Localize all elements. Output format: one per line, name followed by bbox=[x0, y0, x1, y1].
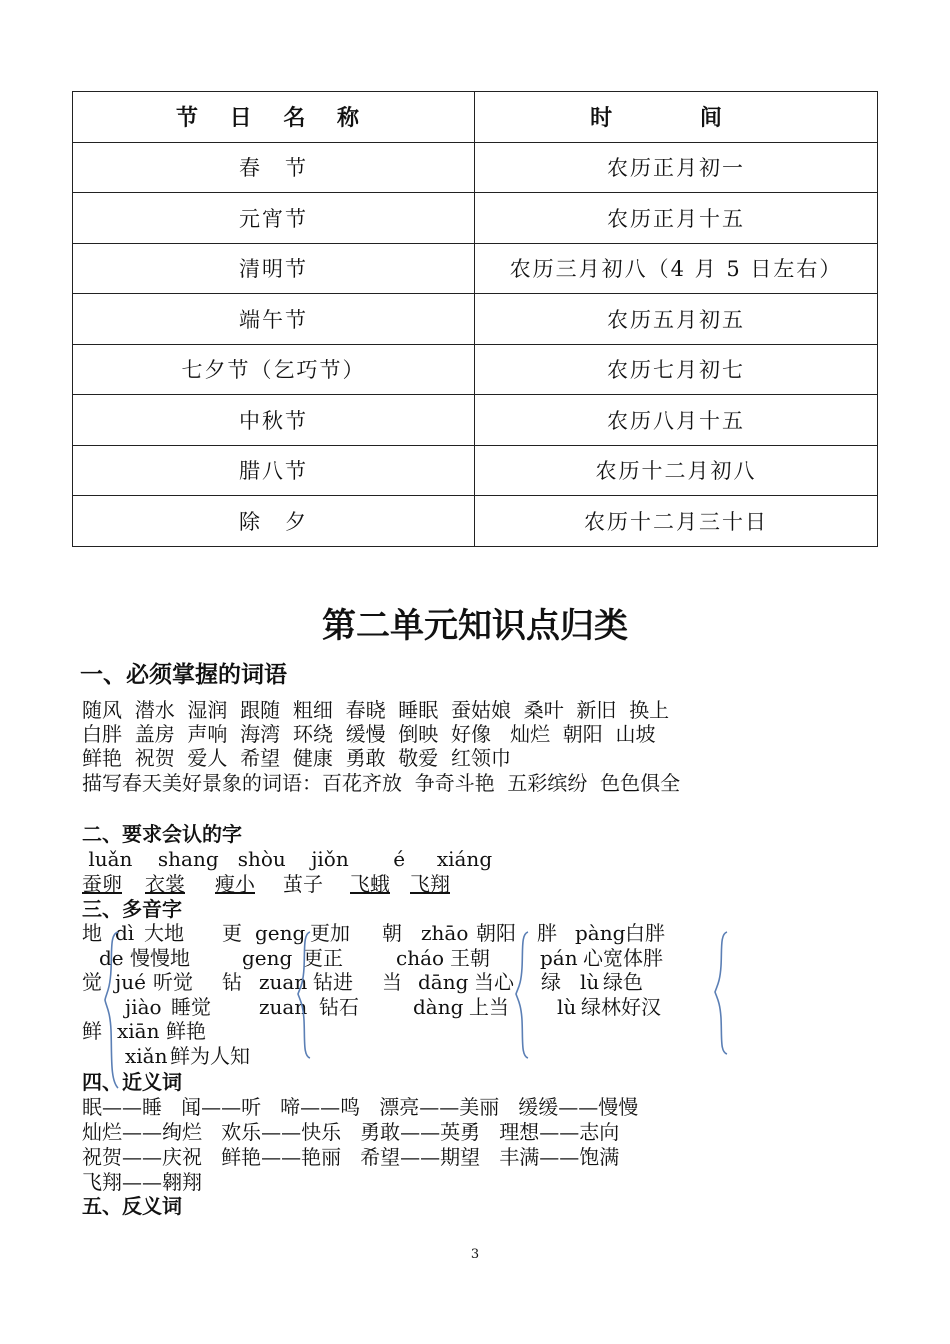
char: 更 bbox=[222, 921, 242, 945]
unit-title: 第二单元知识点归类 bbox=[322, 606, 628, 646]
festival-date: 农历十二月初八 bbox=[475, 445, 878, 496]
word: 钻石 bbox=[319, 995, 359, 1019]
word bbox=[350, 872, 390, 896]
char: 胖 bbox=[537, 921, 557, 945]
pinyin: pàng bbox=[575, 921, 626, 945]
festival-name: 元宵节 bbox=[73, 193, 475, 244]
festival-name: 清明节 bbox=[73, 243, 475, 294]
pinyin: jiào bbox=[125, 995, 162, 1019]
festival-date: 农历五月初五 bbox=[475, 294, 878, 345]
pinyin: lù bbox=[557, 995, 577, 1019]
pinyin: pán bbox=[540, 946, 578, 970]
char: 钻 bbox=[222, 970, 242, 994]
word-text: 飞蛾 bbox=[350, 872, 390, 896]
char: 地 bbox=[82, 921, 102, 945]
vocab-line: 白胖 盖房 声响 海湾 环绕 缓慢 倒映 好像 灿烂 朝阳 山坡 bbox=[82, 722, 656, 746]
festival-name: 端午节 bbox=[73, 294, 475, 345]
word bbox=[410, 872, 450, 896]
pinyin: lù bbox=[580, 970, 600, 994]
festival-date: 农历七月初七 bbox=[475, 344, 878, 395]
table-row bbox=[73, 496, 878, 547]
section-heading-recognize: 二、要求会认的字 bbox=[82, 822, 242, 846]
synonym-line: 飞翔——翱翔 bbox=[82, 1170, 202, 1194]
word-text: 飞翔 bbox=[410, 872, 450, 896]
pinyin-line: luǎn shang shòu jiǒn é xiáng bbox=[82, 847, 493, 871]
word: 绿林好汉 bbox=[581, 995, 661, 1019]
table-header-row bbox=[73, 92, 878, 143]
pinyin: dàng bbox=[413, 995, 464, 1019]
char: 鲜 bbox=[82, 1019, 102, 1043]
char: 当 bbox=[382, 970, 402, 994]
word: 听觉 bbox=[153, 970, 193, 994]
table-row bbox=[73, 294, 878, 345]
vocab-line: 随风 潜水 湿润 跟随 粗细 春晓 睡眠 蚕姑娘 桑叶 新旧 换上 bbox=[82, 698, 670, 722]
pinyin: jué bbox=[115, 970, 146, 994]
festival-name: 七夕节（乞巧节） bbox=[73, 344, 475, 395]
word: 更加 bbox=[310, 921, 350, 945]
section-heading-antonyms: 五、反义词 bbox=[82, 1194, 182, 1218]
table-row bbox=[73, 344, 878, 395]
table-row bbox=[73, 243, 878, 294]
section-heading-vocabulary: 一、必须掌握的词语 bbox=[80, 662, 287, 688]
festival-name: 中秋节 bbox=[73, 395, 475, 446]
festival-name: 腊八节 bbox=[73, 445, 475, 496]
festival-table bbox=[72, 91, 878, 547]
char: 绿 bbox=[541, 970, 561, 994]
word bbox=[215, 872, 255, 896]
table-row bbox=[73, 395, 878, 446]
word bbox=[145, 872, 185, 896]
pinyin: zhāo bbox=[421, 921, 469, 945]
word: 心宽体胖 bbox=[583, 946, 663, 970]
word: 绿色 bbox=[603, 970, 643, 994]
word-text: 蚕卵 bbox=[82, 872, 122, 896]
header-time: 时 间 bbox=[475, 92, 878, 143]
vocab-line: 描写春天美好景象的词语：百花齐放 争奇斗艳 五彩缤纷 色色俱全 bbox=[82, 771, 681, 795]
word: 上当 bbox=[469, 995, 509, 1019]
table-row bbox=[73, 193, 878, 244]
word: 慢慢地 bbox=[130, 946, 190, 970]
word bbox=[82, 872, 122, 896]
brace-icon bbox=[295, 930, 315, 1060]
festival-date: 农历三月初八（4 月 5 日左右） bbox=[475, 243, 878, 294]
festival-date: 农历正月初一 bbox=[475, 142, 878, 193]
word: 鲜艳 bbox=[166, 1019, 206, 1043]
table-row bbox=[73, 142, 878, 193]
word: 白胖 bbox=[625, 921, 665, 945]
word: 更正 bbox=[303, 946, 343, 970]
char: 朝 bbox=[382, 921, 402, 945]
header-festival-name: 节 日 名 称 bbox=[73, 92, 475, 143]
synonym-line: 灿烂——绚烂 欢乐——快乐 勇敢——英勇 理想——志向 bbox=[82, 1120, 620, 1144]
synonym-line: 眠——睡 闻——听 啼——鸣 漂亮——美丽 缓缓——慢慢 bbox=[82, 1095, 639, 1119]
festival-date: 农历八月十五 bbox=[475, 395, 878, 446]
word-text: 茧子 bbox=[283, 872, 323, 896]
char: 觉 bbox=[82, 970, 102, 994]
brace-icon bbox=[712, 930, 732, 1056]
section-heading-polyphonic: 三、多音字 bbox=[82, 897, 182, 921]
festival-name: 春 节 bbox=[73, 142, 475, 193]
brace-icon bbox=[102, 930, 122, 1090]
section-heading-synonyms: 四、近义词 bbox=[82, 1070, 182, 1094]
word: 王朝 bbox=[450, 946, 490, 970]
word: 当心 bbox=[474, 970, 514, 994]
word: 大地 bbox=[144, 921, 184, 945]
pinyin: cháo bbox=[396, 946, 445, 970]
word: 睡觉 bbox=[171, 995, 211, 1019]
brace-icon bbox=[513, 930, 533, 1060]
festival-date: 农历正月十五 bbox=[475, 193, 878, 244]
word: 朝阳 bbox=[476, 921, 516, 945]
word bbox=[283, 872, 323, 896]
word: 鲜为人知 bbox=[170, 1044, 250, 1068]
pinyin: zuan bbox=[259, 970, 308, 994]
pinyin: dì bbox=[115, 921, 135, 945]
pinyin: zuan bbox=[259, 995, 308, 1019]
pinyin: dāng bbox=[418, 970, 469, 994]
pinyin: xiān bbox=[117, 1019, 160, 1043]
word-text: 衣裳 bbox=[145, 872, 185, 896]
synonym-line: 祝贺——庆祝 鲜艳——艳丽 希望——期望 丰满——饱满 bbox=[82, 1145, 620, 1169]
table-row bbox=[73, 445, 878, 496]
festival-name: 除 夕 bbox=[73, 496, 475, 547]
pinyin: geng bbox=[255, 921, 306, 945]
word: 钻进 bbox=[313, 970, 353, 994]
word-text: 瘦小 bbox=[215, 872, 255, 896]
pinyin: de bbox=[99, 946, 124, 970]
pinyin: xiǎn bbox=[125, 1044, 168, 1068]
festival-date: 农历十二月三十日 bbox=[475, 496, 878, 547]
vocab-line: 鲜艳 祝贺 爱人 希望 健康 勇敢 敬爱 红领巾 bbox=[82, 746, 512, 770]
page-number: 3 bbox=[470, 1247, 480, 1262]
pinyin: geng bbox=[242, 946, 293, 970]
